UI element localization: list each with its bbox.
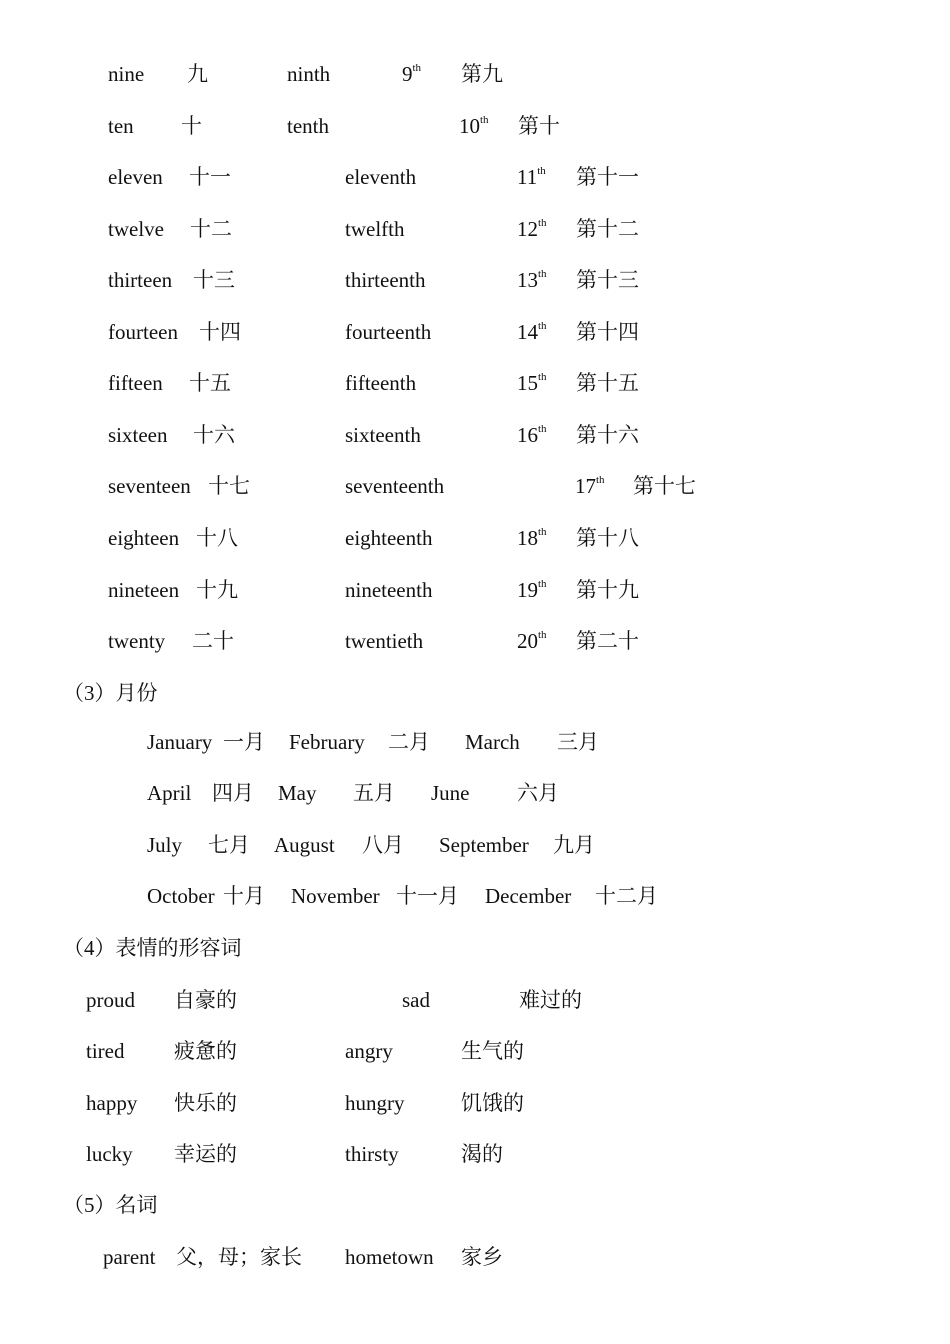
section-heading-months: （3）月份 — [63, 681, 158, 705]
noun-english: parent — [103, 1245, 156, 1269]
adjective-chinese: 饥饿的 — [461, 1091, 524, 1115]
cardinal-word: nineteen — [108, 578, 180, 602]
cardinal-chinese: 十五 — [189, 371, 231, 395]
month-english: May — [278, 781, 317, 805]
ordinal-word: twelfth — [345, 217, 405, 241]
ordinal-numeral — [517, 322, 547, 343]
ordinal-numeral — [459, 116, 489, 137]
month-english: January — [147, 730, 213, 754]
adjective-chinese: 自豪的 — [174, 988, 237, 1012]
month-chinese: 五月 — [353, 781, 395, 805]
month-english: October — [147, 884, 215, 908]
ordinal-suffix: th — [538, 578, 547, 590]
ordinal-numeral — [517, 167, 546, 188]
ordinal-numeral — [517, 631, 547, 652]
noun-chinese: 家乡 — [461, 1245, 503, 1269]
ordinal-suffix: th — [596, 474, 605, 486]
ordinal-numeral — [517, 373, 547, 394]
cardinal-chinese: 十二 — [190, 217, 232, 241]
cardinal-word: nine — [108, 62, 145, 86]
cardinal-chinese: 十 — [181, 114, 202, 138]
ordinal-chinese: 第十 — [518, 114, 560, 138]
adjective-english: sad — [402, 988, 430, 1012]
cardinal-word: eleven — [108, 165, 163, 189]
ordinal-numeral — [402, 64, 421, 85]
ordinal-chinese: 第十七 — [633, 474, 696, 498]
ordinal-number: 17 — [575, 474, 596, 498]
cardinal-chinese: 十九 — [196, 578, 238, 602]
cardinal-chinese: 二十 — [192, 629, 234, 653]
month-chinese: 六月 — [517, 781, 559, 805]
ordinal-suffix: th — [538, 629, 547, 641]
ordinal-number: 18 — [517, 526, 538, 550]
ordinal-number: 13 — [517, 268, 538, 292]
ordinal-chinese: 第九 — [461, 62, 503, 86]
cardinal-word: seventeen — [108, 474, 191, 498]
ordinal-chinese: 第十八 — [576, 526, 639, 550]
cardinal-word: sixteen — [108, 423, 168, 447]
ordinal-suffix: th — [538, 423, 547, 435]
adjective-chinese: 渴的 — [461, 1142, 503, 1166]
adjective-english: happy — [86, 1091, 138, 1115]
ordinal-suffix: th — [538, 217, 547, 229]
ordinal-suffix: th — [538, 526, 547, 538]
ordinal-word: seventeenth — [345, 474, 445, 498]
cardinal-chinese: 十三 — [193, 268, 235, 292]
ordinal-number: 20 — [517, 629, 538, 653]
ordinal-number: 9 — [402, 62, 413, 86]
month-chinese: 十月 — [223, 884, 265, 908]
month-english: February — [289, 730, 365, 754]
cardinal-chinese: 九 — [187, 62, 208, 86]
ordinal-numeral — [517, 219, 547, 240]
noun-english: hometown — [345, 1245, 434, 1269]
noun-chinese: 父，母；家长 — [176, 1245, 302, 1269]
ordinal-number: 16 — [517, 423, 538, 447]
ordinal-number: 12 — [517, 217, 538, 241]
ordinal-word: sixteenth — [345, 423, 421, 447]
section-heading-nouns: （5）名词 — [63, 1193, 158, 1217]
month-chinese: 十一月 — [396, 884, 459, 908]
ordinal-suffix: th — [538, 371, 547, 383]
cardinal-word: ten — [108, 114, 134, 138]
month-chinese: 二月 — [388, 730, 430, 754]
ordinal-numeral — [517, 580, 547, 601]
month-english: August — [274, 833, 335, 857]
adjective-english: proud — [86, 988, 135, 1012]
cardinal-word: twelve — [108, 217, 164, 241]
cardinal-word: fourteen — [108, 320, 178, 344]
ordinal-word: fifteenth — [345, 371, 417, 395]
ordinal-word: twentieth — [345, 629, 424, 653]
adjective-chinese: 生气的 — [461, 1039, 524, 1063]
ordinal-number: 19 — [517, 578, 538, 602]
section-heading-feelings: （4）表情的形容词 — [63, 936, 242, 960]
ordinal-word: fourteenth — [345, 320, 432, 344]
month-chinese: 七月 — [208, 833, 250, 857]
month-chinese: 三月 — [557, 730, 599, 754]
ordinal-chinese: 第二十 — [576, 629, 639, 653]
month-chinese: 八月 — [362, 833, 404, 857]
cardinal-word: thirteen — [108, 268, 173, 292]
adjective-english: angry — [345, 1039, 393, 1063]
ordinal-chinese: 第十六 — [576, 423, 639, 447]
month-english: November — [291, 884, 380, 908]
ordinal-numeral — [575, 476, 605, 497]
month-chinese: 九月 — [553, 833, 595, 857]
ordinal-chinese: 第十四 — [576, 320, 639, 344]
cardinal-chinese: 十一 — [189, 165, 231, 189]
adjective-chinese: 疲惫的 — [174, 1039, 237, 1063]
month-english: April — [147, 781, 192, 805]
month-english: September — [439, 833, 529, 857]
adjective-chinese: 幸运的 — [174, 1142, 237, 1166]
ordinal-numeral — [517, 528, 547, 549]
cardinal-word: eighteen — [108, 526, 180, 550]
ordinal-suffix: th — [537, 165, 546, 177]
cardinal-chinese: 十七 — [208, 474, 250, 498]
ordinal-suffix: th — [480, 114, 489, 126]
ordinal-word: eleventh — [345, 165, 417, 189]
month-english: December — [485, 884, 572, 908]
ordinal-chinese: 第十一 — [576, 165, 639, 189]
ordinal-word: eighteenth — [345, 526, 433, 550]
ordinal-word: nineteenth — [345, 578, 433, 602]
ordinal-word: thirteenth — [345, 268, 426, 292]
adjective-english: tired — [86, 1039, 125, 1063]
adjective-english: thirsty — [345, 1142, 399, 1166]
ordinal-chinese: 第十九 — [576, 578, 639, 602]
ordinal-numeral — [517, 270, 547, 291]
adjective-english: lucky — [86, 1142, 133, 1166]
ordinal-suffix: th — [412, 62, 422, 74]
ordinal-number: 10 — [459, 114, 480, 138]
adjective-english: hungry — [345, 1091, 405, 1115]
adjective-chinese: 难过的 — [519, 988, 582, 1012]
adjective-chinese: 快乐的 — [174, 1091, 237, 1115]
ordinal-chinese: 第十二 — [576, 217, 639, 241]
month-english: June — [431, 781, 470, 805]
ordinal-word: ninth — [287, 62, 331, 86]
ordinal-suffix: th — [538, 268, 547, 280]
month-english: March — [465, 730, 520, 754]
ordinal-chinese: 第十五 — [576, 371, 639, 395]
cardinal-chinese: 十八 — [196, 526, 238, 550]
ordinal-chinese: 第十三 — [576, 268, 639, 292]
ordinal-number: 11 — [517, 165, 538, 189]
ordinal-number: 15 — [517, 371, 538, 395]
cardinal-word: fifteen — [108, 371, 163, 395]
month-english: July — [147, 833, 183, 857]
ordinal-numeral — [517, 425, 547, 446]
month-chinese: 十二月 — [595, 884, 658, 908]
month-chinese: 一月 — [223, 730, 265, 754]
ordinal-number: 14 — [517, 320, 538, 344]
month-chinese: 四月 — [212, 781, 254, 805]
ordinal-suffix: th — [538, 320, 547, 332]
cardinal-chinese: 十六 — [193, 423, 235, 447]
cardinal-word: twenty — [108, 629, 166, 653]
ordinal-word: tenth — [287, 114, 329, 138]
cardinal-chinese: 十四 — [199, 320, 241, 344]
